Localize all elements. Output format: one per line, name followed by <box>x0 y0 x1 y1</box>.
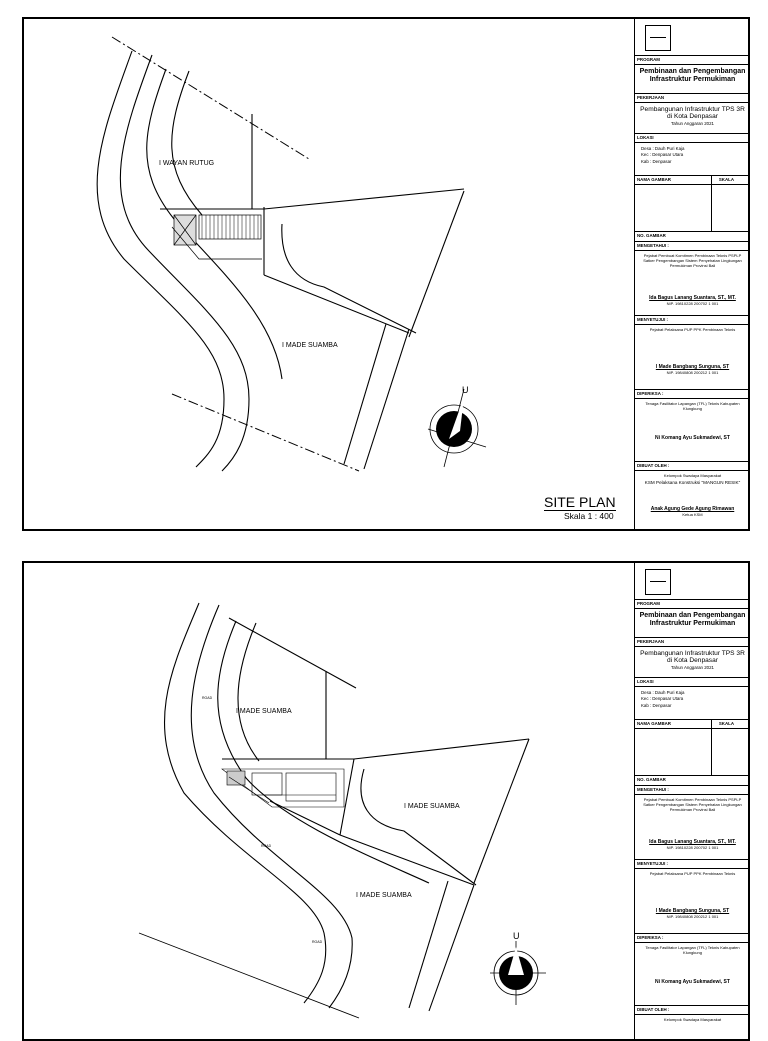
lokasi-section-2 <box>635 677 750 719</box>
mengetahui-nip: NIP. 19810228 200702 1 001 <box>666 300 719 306</box>
diperiksa-text-2: Tenaga Fasilitator Lapangan (TFL) Teknis Kabupaten Klungkung <box>645 944 740 955</box>
dibuat-section <box>635 461 750 531</box>
menyetujui-text-2: Pejabat Pelaksana PUP PPK Pembinaan Teknis <box>649 870 736 876</box>
dibuat-text1-2: Kelompok Swadaya Masyarakat <box>663 1016 722 1022</box>
mengetahui-label-2: MENGETAHUI : <box>635 786 750 795</box>
lokasi-section <box>635 133 750 175</box>
north-arrow-icon-2 <box>490 931 546 1005</box>
site-plan-title: SITE PLAN <box>544 494 616 510</box>
plot-label-bottom: I MADE SUAMBA <box>282 342 338 349</box>
nama-gambar-section <box>635 175 750 231</box>
menyetujui-section <box>635 315 750 389</box>
dibuat-text2: KSM Pelaksana Konstruksi "MANGUN RESIK" <box>644 479 741 485</box>
lokasi-kab-2: Kab : Denpasar <box>641 702 672 708</box>
dibuat-text1: Kelompok Swadaya Masyarakat <box>663 472 722 478</box>
nama-gambar-section-2 <box>635 719 750 775</box>
dibuat-name: Anak Agung Gede Agung Rimawan <box>650 506 735 513</box>
lokasi-label-2: LOKASI <box>635 678 750 687</box>
menyetujui-section-2 <box>635 859 750 933</box>
drawing-title <box>544 495 616 521</box>
program-label: PROGRAM <box>635 56 750 65</box>
program-title: Pembinaan dan Pengembangan Infrastruktur Permukiman <box>639 67 746 83</box>
svg-text:ROAD: ROAD <box>202 696 213 700</box>
menyetujui-nip: NIP. 19840808 200212 1 001 <box>666 370 719 376</box>
mengetahui-label: MENGETAHUI : <box>635 242 750 251</box>
program-title-2: Pembinaan dan Pengembangan Infrastruktur Permukiman <box>639 611 746 627</box>
dibuat-label-2: DIBUAT OLEH : <box>635 1006 750 1015</box>
dibuat-label: DIBUAT OLEH : <box>635 462 750 471</box>
dibuat-role: Ketua KSM <box>682 512 703 518</box>
diperiksa-name-2: Ni Komang Ayu Sukmadewi, ST <box>655 979 730 986</box>
drawing-sheet-2 <box>22 561 750 1041</box>
title-block <box>634 19 750 529</box>
title-block-2 <box>634 563 750 1039</box>
tahun-text-2: Tahun Anggaran 2021 <box>671 665 714 671</box>
diperiksa-section-2 <box>635 933 750 1005</box>
north-label: U <box>462 385 469 395</box>
diperiksa-name: Ni Komang Ayu Sukmadewi, ST <box>655 435 730 442</box>
mengetahui-name-2: Ida Bagus Lanang Suantara, ST., MT. <box>649 838 736 845</box>
lokasi-kec: Kec : Denpasar Utara <box>641 152 684 158</box>
nama-gambar-label: NAMA GAMBAR <box>637 177 671 182</box>
mengetahui-section <box>635 241 750 315</box>
plot2-label-right: I MADE SUAMBA <box>404 803 460 810</box>
north-arrow-icon <box>428 385 486 467</box>
menyetujui-text: Pejabat Pelaksana PUP PPK Pembinaan Teknis <box>649 326 736 332</box>
plot-label-top: I WAYAN RUTUG <box>159 160 215 167</box>
diperiksa-label-2: DIPERIKSA : <box>635 934 750 943</box>
diperiksa-text: Tenaga Fasilitator Lapangan (TFL) Teknis Kabupaten Klungkung <box>645 400 740 411</box>
lokasi-desa-2: Desa : Dauh Puri Kaja <box>641 689 685 695</box>
menyetujui-name: I Made Bangbang Sunguna, ST <box>655 363 730 370</box>
dibuat-section-2 <box>635 1005 750 1041</box>
skala-label-2: SKALA <box>718 721 734 726</box>
diperiksa-label: DIPERIKSA : <box>635 390 750 399</box>
lokasi-desa: Desa : Dauh Puri Kaja <box>641 145 685 151</box>
lokasi-kec-2: Kec : Denpasar Utara <box>641 696 684 702</box>
pekerjaan-title: Pembangunan Infrastruktur TPS 3R di Kota Denpasar <box>640 105 745 121</box>
site-plan-svg <box>24 19 634 531</box>
lokasi-kab: Kab : Denpasar <box>641 158 672 164</box>
no-gambar-label: NO. GAMBAR <box>637 233 666 238</box>
menyetujui-name-2: I Made Bangbang Sunguna, ST <box>655 907 730 914</box>
diperiksa-section <box>635 389 750 461</box>
tahun-text: Tahun Anggaran 2021 <box>671 121 714 127</box>
north-label-2: U <box>513 931 520 941</box>
mengetahui-text-2: Pejabat Pembuat Komitmen Pembinaan Teknis PSPLP Satker Pengembangan Sistem Penyehatan Lingkungan Permukiman Provinsi Bali <box>643 796 742 813</box>
mengetahui-name: Ida Bagus Lanang Suantara, ST., MT. <box>649 294 736 301</box>
pekerjaan-label: PEKERJAAN <box>635 94 750 103</box>
mengetahui-text: Pejabat Pembuat Komitmen Pembinaan Teknis PSPLP Satker Pengembangan Sistem Penyehatan Lingkungan Permukiman Provinsi Bali <box>643 252 742 269</box>
no-gambar-label-2: NO. GAMBAR <box>637 777 666 782</box>
svg-text:ROAD: ROAD <box>261 844 272 848</box>
site-plan-drawing-2 <box>24 563 634 1039</box>
pekerjaan-section-2 <box>635 637 750 679</box>
menyetujui-label: MENYETUJUI : <box>635 316 750 325</box>
pekerjaan-label-2: PEKERJAAN <box>635 638 750 647</box>
no-gambar-section-2 <box>635 775 750 785</box>
skala-label: SKALA <box>718 177 734 182</box>
scale-text: Skala 1 : 400 <box>564 511 614 522</box>
site-plan-svg-2 <box>24 563 634 1041</box>
pekerjaan-section <box>635 93 750 135</box>
plot2-label-bottom: I MADE SUAMBA <box>356 892 412 899</box>
site-plan-drawing <box>24 19 634 529</box>
menyetujui-nip-2: NIP. 19840808 200212 1 001 <box>666 914 719 920</box>
menyetujui-label-2: MENYETUJUI : <box>635 860 750 869</box>
svg-text:ROAD: ROAD <box>312 940 323 944</box>
nama-gambar-label-2: NAMA GAMBAR <box>637 721 671 726</box>
mengetahui-section-2 <box>635 785 750 859</box>
pekerjaan-title-2: Pembangunan Infrastruktur TPS 3R di Kota Denpasar <box>640 649 745 665</box>
drawing-sheet-1 <box>22 17 750 531</box>
lokasi-label: LOKASI <box>635 134 750 143</box>
logo-placeholder-2 <box>645 569 671 595</box>
logo-placeholder <box>645 25 671 51</box>
plot2-label-top: I MADE SUAMBA <box>236 708 292 715</box>
program-label-2: PROGRAM <box>635 600 750 609</box>
mengetahui-nip-2: NIP. 19810228 200702 1 001 <box>666 844 719 850</box>
no-gambar-section <box>635 231 750 241</box>
